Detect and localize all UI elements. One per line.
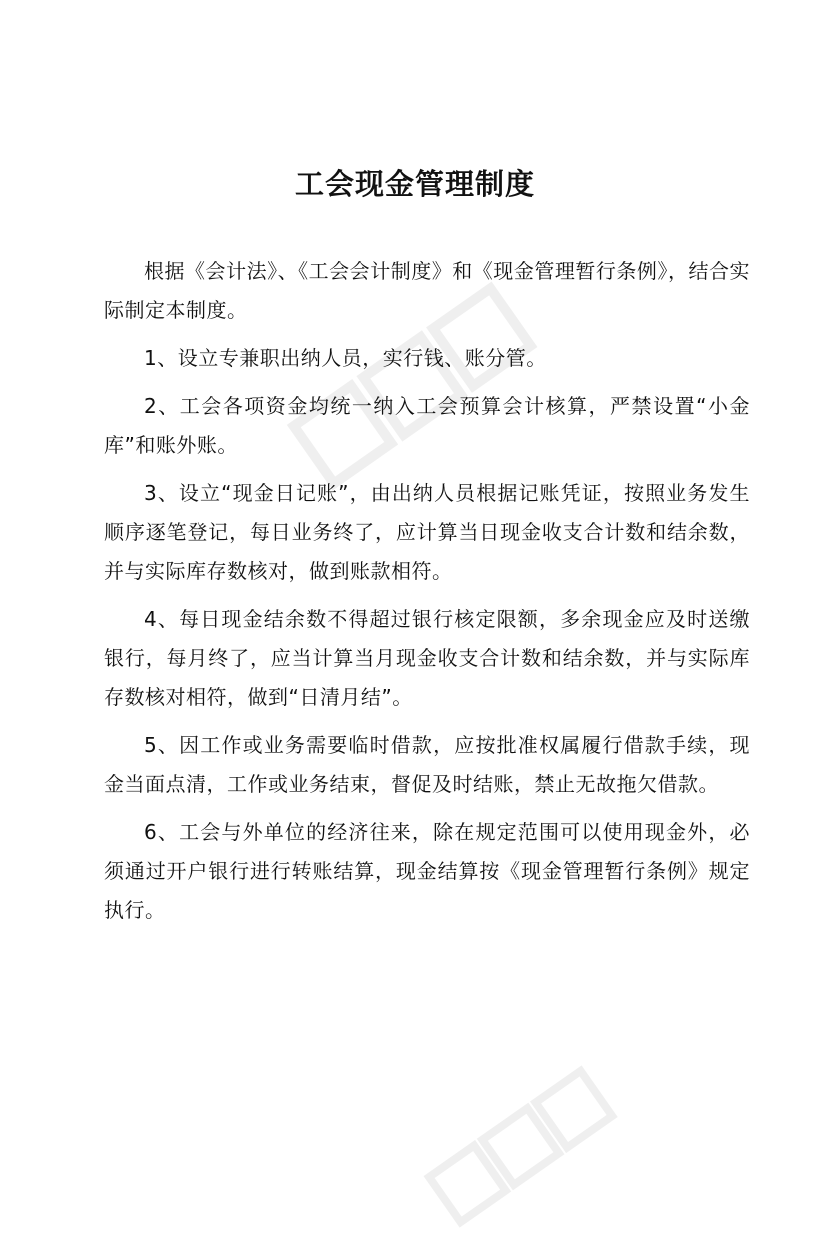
paragraph-item-6: 6、工会与外单位的经济往来，除在规定范围可以使用现金外，必须通过开户银行进行转账结算，现金结算按《现金管理暂行条例》规定执行。 — [104, 820, 750, 922]
paragraph-item-4: 4、每日现金结余数不得超过银行核定限额，多余现金应及时送缴银行，每月终了，应当计算当月现金收支合计数和结余数，并与实际库存数核对相符，做到“日清月结”。 — [104, 607, 750, 709]
paragraph-item-2: 2、工会各项资金均统一纳入工会预算会计核算，严禁设置“小金库”和账外账。 — [104, 394, 750, 457]
paragraph-intro: 根据《会计法》、《工会会计制度》和《现金管理暂行条例》，结合实际制定本制度。 — [104, 259, 750, 322]
document-body — [104, 252, 750, 939]
paragraph-item-3: 3、设立“现金日记账”，由出纳人员根据记账凭证，按照业务发生顺序逐笔登记，每日业务终了，应计算当日现金收支合计数和结余数，并与实际库存数核对，做到账款相符。 — [104, 481, 750, 583]
document-title: 工会现金管理制度 — [294, 167, 535, 201]
watermark-graphic-bottom — [415, 1060, 625, 1240]
paragraph-item-5: 5、因工作或业务需要临时借款，应按批准权属履行借款手续，现金当面点清，工作或业务结束，督促及时结账，禁止无故拖欠借款。 — [104, 733, 750, 796]
paragraph-item-1: 1、设立专兼职出纳人员，实行钱、账分管。 — [144, 346, 547, 370]
